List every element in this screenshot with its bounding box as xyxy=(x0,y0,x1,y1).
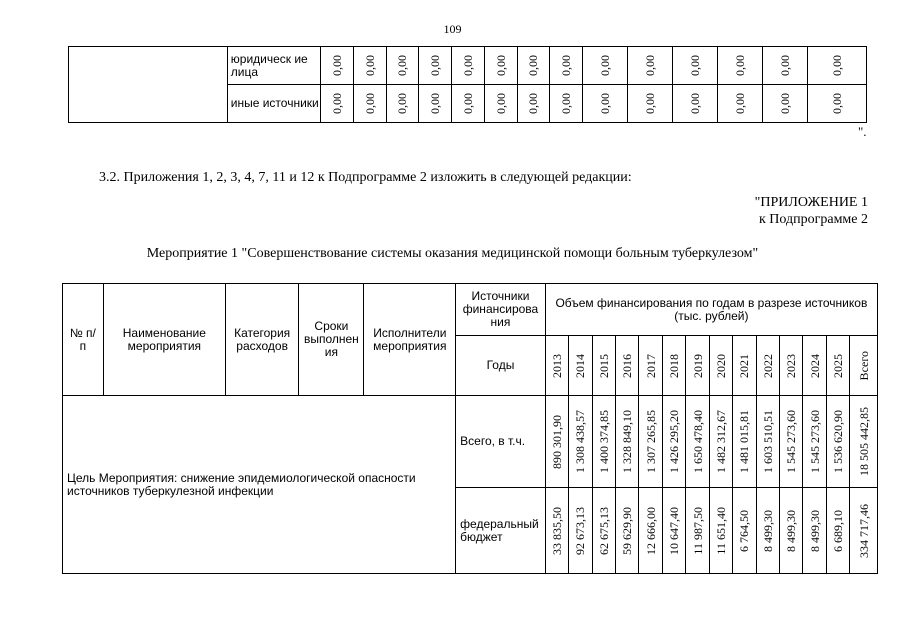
value-cell: 1 481 015,81 xyxy=(737,410,752,473)
value-cell: 0,00 xyxy=(830,55,845,76)
year-header: 2020 xyxy=(713,353,728,378)
top-table xyxy=(68,46,867,123)
table-row xyxy=(63,396,878,488)
value-cell: 1 603 510,51 xyxy=(760,410,775,473)
appendix-line2: к Подпрограмме 2 xyxy=(758,212,868,227)
value-cell: 10 647,40 xyxy=(667,506,682,555)
year-header: 2022 xyxy=(760,353,775,378)
instruction-paragraph: 3.2. Приложения 1, 2, 3, 4, 7, 11 и 12 к Подпрограмме 2 изложить в следующей редакции: xyxy=(99,170,632,185)
value-cell: 0,00 xyxy=(733,55,748,76)
value-cell: 0,00 xyxy=(643,55,658,76)
value-cell: 0,00 xyxy=(329,93,344,114)
header-row xyxy=(63,284,878,336)
closing-quote: ". xyxy=(858,124,867,139)
goal-text: Цель Мероприятия: снижение эпидемиологической опасности источников туберкулезной инфекции xyxy=(67,470,416,498)
value-cell: 8 499,30 xyxy=(807,509,822,552)
year-header: 2014 xyxy=(573,353,588,378)
year-header: 2018 xyxy=(667,353,682,378)
value-cell: 0,00 xyxy=(395,55,410,76)
value-cell: 0,00 xyxy=(598,93,613,114)
header-terms: Сроки выполнен ия xyxy=(303,319,359,359)
value-cell: 0,00 xyxy=(362,55,377,76)
header-executors: Исполнители мероприятия xyxy=(373,325,447,353)
value-cell: 0,00 xyxy=(493,55,508,76)
value-cell: 6 764,50 xyxy=(737,509,752,552)
year-header: 2015 xyxy=(596,353,611,378)
empty-cell xyxy=(69,47,228,123)
page-number: 109 xyxy=(443,22,462,36)
row-label: федеральный бюджет xyxy=(460,516,539,544)
year-header: 2017 xyxy=(643,353,658,378)
value-cell: 59 629,90 xyxy=(620,506,635,555)
header-name: Наименование мероприятия xyxy=(122,325,206,353)
value-cell: 1 400 374,85 xyxy=(596,410,611,473)
header-volume: Объем финансирования по годам в разрезе источников (тыс. рублей) xyxy=(555,295,868,323)
main-table xyxy=(62,283,878,574)
year-header: 2019 xyxy=(690,353,705,378)
value-cell: 0,00 xyxy=(428,55,443,76)
value-cell: 1 545 273,60 xyxy=(784,410,799,473)
value-cell: 334 717,46 xyxy=(856,503,871,558)
value-cell: 0,00 xyxy=(559,55,574,76)
value-cell: 1 545 273,60 xyxy=(807,410,822,473)
year-header: Всего xyxy=(856,350,871,381)
value-cell: 1 426 295,20 xyxy=(667,410,682,473)
appendix-line1: "ПРИЛОЖЕНИЕ 1 xyxy=(754,195,868,210)
value-cell: 0,00 xyxy=(643,93,658,114)
value-cell: 0,00 xyxy=(395,93,410,114)
value-cell: 0,00 xyxy=(428,93,443,114)
year-header: 2013 xyxy=(549,353,564,378)
row-label: Всего, в т.ч. xyxy=(460,434,526,448)
value-cell: 1 536 620,90 xyxy=(831,410,846,473)
value-cell: 1 482 312,67 xyxy=(713,410,728,473)
value-cell: 0,00 xyxy=(329,55,344,76)
value-cell: 0,00 xyxy=(778,93,793,114)
value-cell: 11 987,50 xyxy=(690,506,705,555)
value-cell: 0,00 xyxy=(526,55,541,76)
value-cell: 8 499,30 xyxy=(760,509,775,552)
header-num: № п/п xyxy=(69,325,96,353)
year-header: 2023 xyxy=(784,353,799,378)
value-cell: 18 505 442,85 xyxy=(856,407,871,476)
value-cell: 1 307 265,85 xyxy=(643,410,658,473)
value-cell: 0,00 xyxy=(688,93,703,114)
value-cell: 8 499,30 xyxy=(784,509,799,552)
value-cell: 0,00 xyxy=(493,93,508,114)
value-cell: 0,00 xyxy=(688,55,703,76)
value-cell: 1 328 849,10 xyxy=(620,410,635,473)
value-cell: 0,00 xyxy=(362,93,377,114)
year-header: 2024 xyxy=(807,353,822,378)
value-cell: 1 650 478,40 xyxy=(690,410,705,473)
year-header: 2025 xyxy=(831,353,846,378)
value-cell: 0,00 xyxy=(460,93,475,114)
row-label: иные источники xyxy=(230,96,319,110)
measure-title: Мероприятие 1 "Совершенствование системы оказания медицинской помощи больным туберкулезом" xyxy=(146,246,759,261)
value-cell: 0,00 xyxy=(526,93,541,114)
value-cell: 0,00 xyxy=(598,55,613,76)
year-header: 2016 xyxy=(620,353,635,378)
value-cell: 62 675,13 xyxy=(596,506,611,555)
value-cell: 0,00 xyxy=(778,55,793,76)
value-cell: 6 689,10 xyxy=(831,509,846,552)
header-category: Категория расходов xyxy=(234,325,291,353)
header-years-label: Годы xyxy=(486,358,515,372)
table-row xyxy=(69,47,867,85)
value-cell: 33 835,50 xyxy=(549,506,564,555)
appendix-heading xyxy=(755,194,868,228)
value-cell: 0,00 xyxy=(460,55,475,76)
value-cell: 1 308 438,57 xyxy=(573,410,588,473)
row-label: юридическ ие лица xyxy=(230,51,308,79)
value-cell: 11 651,40 xyxy=(713,506,728,555)
year-header: 2021 xyxy=(737,353,752,378)
value-cell: 0,00 xyxy=(733,93,748,114)
value-cell: 0,00 xyxy=(830,93,845,114)
value-cell: 12 666,00 xyxy=(643,506,658,555)
header-sources: Источники финансирова ния xyxy=(462,289,539,329)
value-cell: 0,00 xyxy=(559,93,574,114)
value-cell: 92 673,13 xyxy=(573,506,588,555)
value-cell: 890 301,90 xyxy=(549,414,564,469)
